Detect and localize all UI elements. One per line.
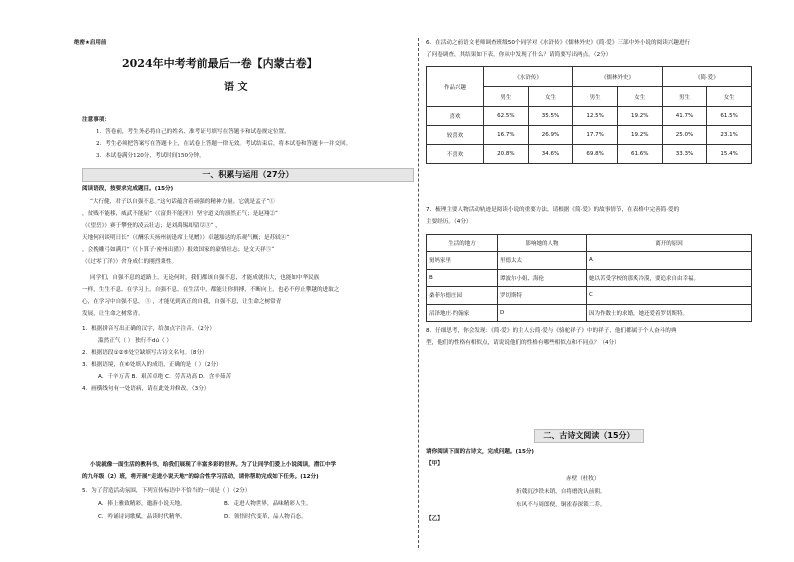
table-row (427, 287, 752, 305)
table2-header: 生活的地方 (427, 235, 498, 252)
table1-book: 《儒林外史》 (573, 67, 662, 87)
row-label: 较喜欢 (427, 126, 484, 145)
cell-value: A (587, 252, 752, 270)
table1-book: 《简·爱》 (662, 67, 751, 87)
para1-line: （《望岳》）赛于攀登的凌云壮志；是刘禹锡却留尽③“ ， (82, 223, 221, 229)
question-4: 4．画横线句有一处语病，请在此处并修改。（3分） (82, 386, 210, 392)
notes-item: 1．答卷前，考生务必将自己的姓名、准考证号填写在答题卡和试卷规定位置。 (96, 129, 290, 135)
para1-line: （《过零丁洋》）舍身成仁的刚烈秉性。 (82, 259, 178, 265)
question-7-line: 主要经历。（4分） (426, 219, 472, 225)
row-label: 喜欢 (427, 107, 484, 126)
cell-value: B (427, 269, 498, 287)
cell-value: 里德太太 (498, 252, 587, 270)
table2-header: 离开的原因 (587, 235, 752, 252)
cell-value: 23.1% (707, 126, 752, 145)
table-row (427, 252, 752, 270)
column-divider (418, 38, 419, 548)
para1-line: “大行健，君子以自强不息。”这句话蕴含着顽强的精神力量。它就是孟子“① (90, 199, 275, 205)
cell-value: 41.7% (662, 107, 707, 126)
notes-item: 3．本试卷满分120分，考试时间150分钟。 (96, 153, 205, 159)
table-row (427, 126, 752, 145)
table-row (427, 107, 752, 126)
table1-gender: 女生 (707, 87, 752, 107)
table1-gender: 女生 (617, 87, 662, 107)
right-column (426, 0, 752, 562)
cell-value: 19.2% (617, 107, 662, 126)
passage-yi-label: 【乙】 (426, 516, 443, 522)
cell-value: C (587, 287, 752, 305)
question-5: 5．为了营造活动氛围，下列宣传标语中不恰当的一项是（ ）（2分） (82, 488, 251, 494)
question-1: 1．根据拼音写出正确的汉字，给加点字注音。（2分） (82, 326, 215, 332)
table1-corner: 作品兴趣 (427, 67, 484, 107)
cell-value: 61.5% (707, 107, 752, 126)
cell-value: 谭波尔小姐、海伦 (498, 269, 587, 287)
lower-intro-line: 的九年级（2）班，将开展“走进小说天地”的综合性学习活动，请你帮助完成如下任务。(12分) (82, 474, 319, 480)
table1-gender: 男生 (662, 87, 707, 107)
q5-option-a: A．捧上雅致精彩，邀游小说天地。 (98, 501, 186, 507)
exam-title: 2024年中考考前最后一卷【内蒙古卷】 (122, 57, 318, 70)
cell-value: 20.8% (484, 145, 529, 164)
left-column (74, 0, 416, 562)
passage-jia-label: 【甲】 (426, 461, 443, 467)
question-8-line: 型，他们的性格有相似点，请说说他们的性格有哪些相似点和不同点？（4分） (426, 340, 620, 346)
question-6-line: 了问卷调查，其结果如下表，你从中发现了什么？请简要写出两点。（2分） (426, 52, 612, 58)
question-3: 3．根据语境，在⑥处填入的成语，正确的是（ ）（2分） (82, 362, 222, 368)
cell-value: 17.7% (573, 126, 618, 145)
cell-value: 桑菲尔德庄园 (427, 287, 498, 305)
para2-line: 一样，生生不息。在学习上，自强不息，在生活中，都能让你拼搏，不断向上，也必不停止攀越的进取之 (82, 287, 340, 293)
q5-option-d: D．领悟时代变革，品人物百态。 (224, 514, 307, 520)
cell-value: 15.4% (707, 145, 752, 164)
para1-line: 天地何问谈明日长”（《酬乐天扬州初逢席上见赠》）卓越豁达的乐观气概；是苏轼④“ (82, 235, 290, 241)
cell-value: 她以苦受学校的那炙冷漠，要追求自由幸福。 (587, 269, 752, 287)
section1-bar: 一、积累与运用（27分） (82, 168, 414, 182)
subject-title: 语 文 (224, 82, 248, 93)
section2-task: 请你阅读下面的古诗文，完成问题。(15分) (426, 449, 534, 455)
cell-value: 33.3% (662, 145, 707, 164)
table-row (427, 145, 752, 164)
cell-value: 25.0% (662, 126, 707, 145)
row-label: 不喜欢 (427, 145, 484, 164)
poem-line: 东风不与周郎便，铜雀春深锁二乔。 (516, 502, 606, 508)
para1-line: ，会挽雕弓如满月”（《卜算子·密州出猎》）报效国家的豪情壮志；是文天祥⑤“ (82, 247, 275, 253)
q5-option-b: B．走进人物世界，品味精彩人生。 (224, 501, 312, 507)
cell-value: 16.7% (484, 126, 529, 145)
table1-gender: 男生 (573, 87, 618, 107)
cell-value: 35.5% (528, 107, 573, 126)
q5-option-c: C．吟诵诗词歌赋，品读时代精华。 (98, 514, 186, 520)
question-2: 2．根据语段①②⑤处空缺填写古诗文名句。（8分） (82, 350, 208, 356)
table-row (427, 304, 752, 322)
section1-task: 阅读语段，按要求完成题目。(15分) (82, 186, 174, 192)
secret-label: 绝密★启用前 (74, 40, 107, 46)
cell-value: 沼泽地庄·约翰家 (427, 304, 498, 322)
poem-line: 折戟沉沙铁未销，自将磨洗认前朝。 (516, 489, 606, 495)
notes-heading: 注意事项： (82, 117, 110, 123)
poem-title: 赤壁（杜牧） (566, 476, 600, 482)
para2-line: 发展，让生命之树常青。 (82, 311, 144, 317)
cell-value: 26.9% (528, 126, 573, 145)
cell-value: 61.6% (617, 145, 662, 164)
cell-value: 12.5% (573, 107, 618, 126)
cell-value: 因为作数士的求婚，她还爱着罗切斯特。 (587, 304, 752, 322)
cell-value: 62.5% (484, 107, 529, 126)
table1-gender: 男生 (484, 87, 529, 107)
para1-line: ，贫贱不能移，威武不能屈”（《富贵不能淫》）坚守道义的凛然正气；是赵翔②“ (82, 211, 278, 217)
notes-item: 2．考生必须把答案写在答题卡上，在试卷上答题一律无效。考试结束后，将本试卷和答题卡一并交回。 (96, 141, 352, 147)
table1-gender: 女生 (528, 87, 573, 107)
life-table (426, 234, 752, 322)
table1-book: 《水浒传》 (484, 67, 573, 87)
question-7-line: 7．梳理主要人物活动轨迹是阅读小说的重要方法，请根据《简·爱》的故事情节，在表格中完善简·爱的 (426, 207, 680, 213)
cell-value: D (498, 304, 587, 322)
cell-value: 舅妈家里 (427, 252, 498, 270)
cell-value: 罗切斯特 (498, 287, 587, 305)
cell-value: 19.2% (617, 126, 662, 145)
question-3-options: A．千辛万苦 B．艰苦卓绝 C．劳苦功高 D．含辛茹苦 (98, 374, 232, 380)
lower-intro-line: 小说就像一面生活的教科书，给我们展现了丰富多彩的世界。为了让同学们爱上小说阅读，潜江中学 (90, 462, 337, 468)
section2-bar: 二、古诗文阅读（15分） (534, 429, 644, 443)
question-6-line: 6．在活动之前语文老师调查班级50个同学对《水浒传》《儒林外史》《简·爱》三部中外小说的阅读兴趣进行 (426, 40, 691, 46)
para2-line: 心，在学习中自强不息， ⑤ ，才能见到真正的自我，自强不息，让生命之树常青 (82, 299, 282, 305)
table2-header: 影响她的人物 (498, 235, 587, 252)
question-8-line: 8．仔细思考，你会发现：《简·爱》的主人公简·爱与《骆驼祥子》中的祥子，他们都属于个人奋斗的典 (426, 328, 677, 334)
cell-value: 34.6% (528, 145, 573, 164)
para2-line: 同学们，自强不息的道路上，无论何时，我们都该自强不息，才能成就伟大，也能如中华民族 (90, 275, 320, 281)
interest-table (426, 66, 752, 164)
question-1-items: 滥然正气（ ） 独行不dú（ ） (98, 338, 172, 344)
table-row (427, 269, 752, 287)
cell-value: 69.8% (573, 145, 618, 164)
